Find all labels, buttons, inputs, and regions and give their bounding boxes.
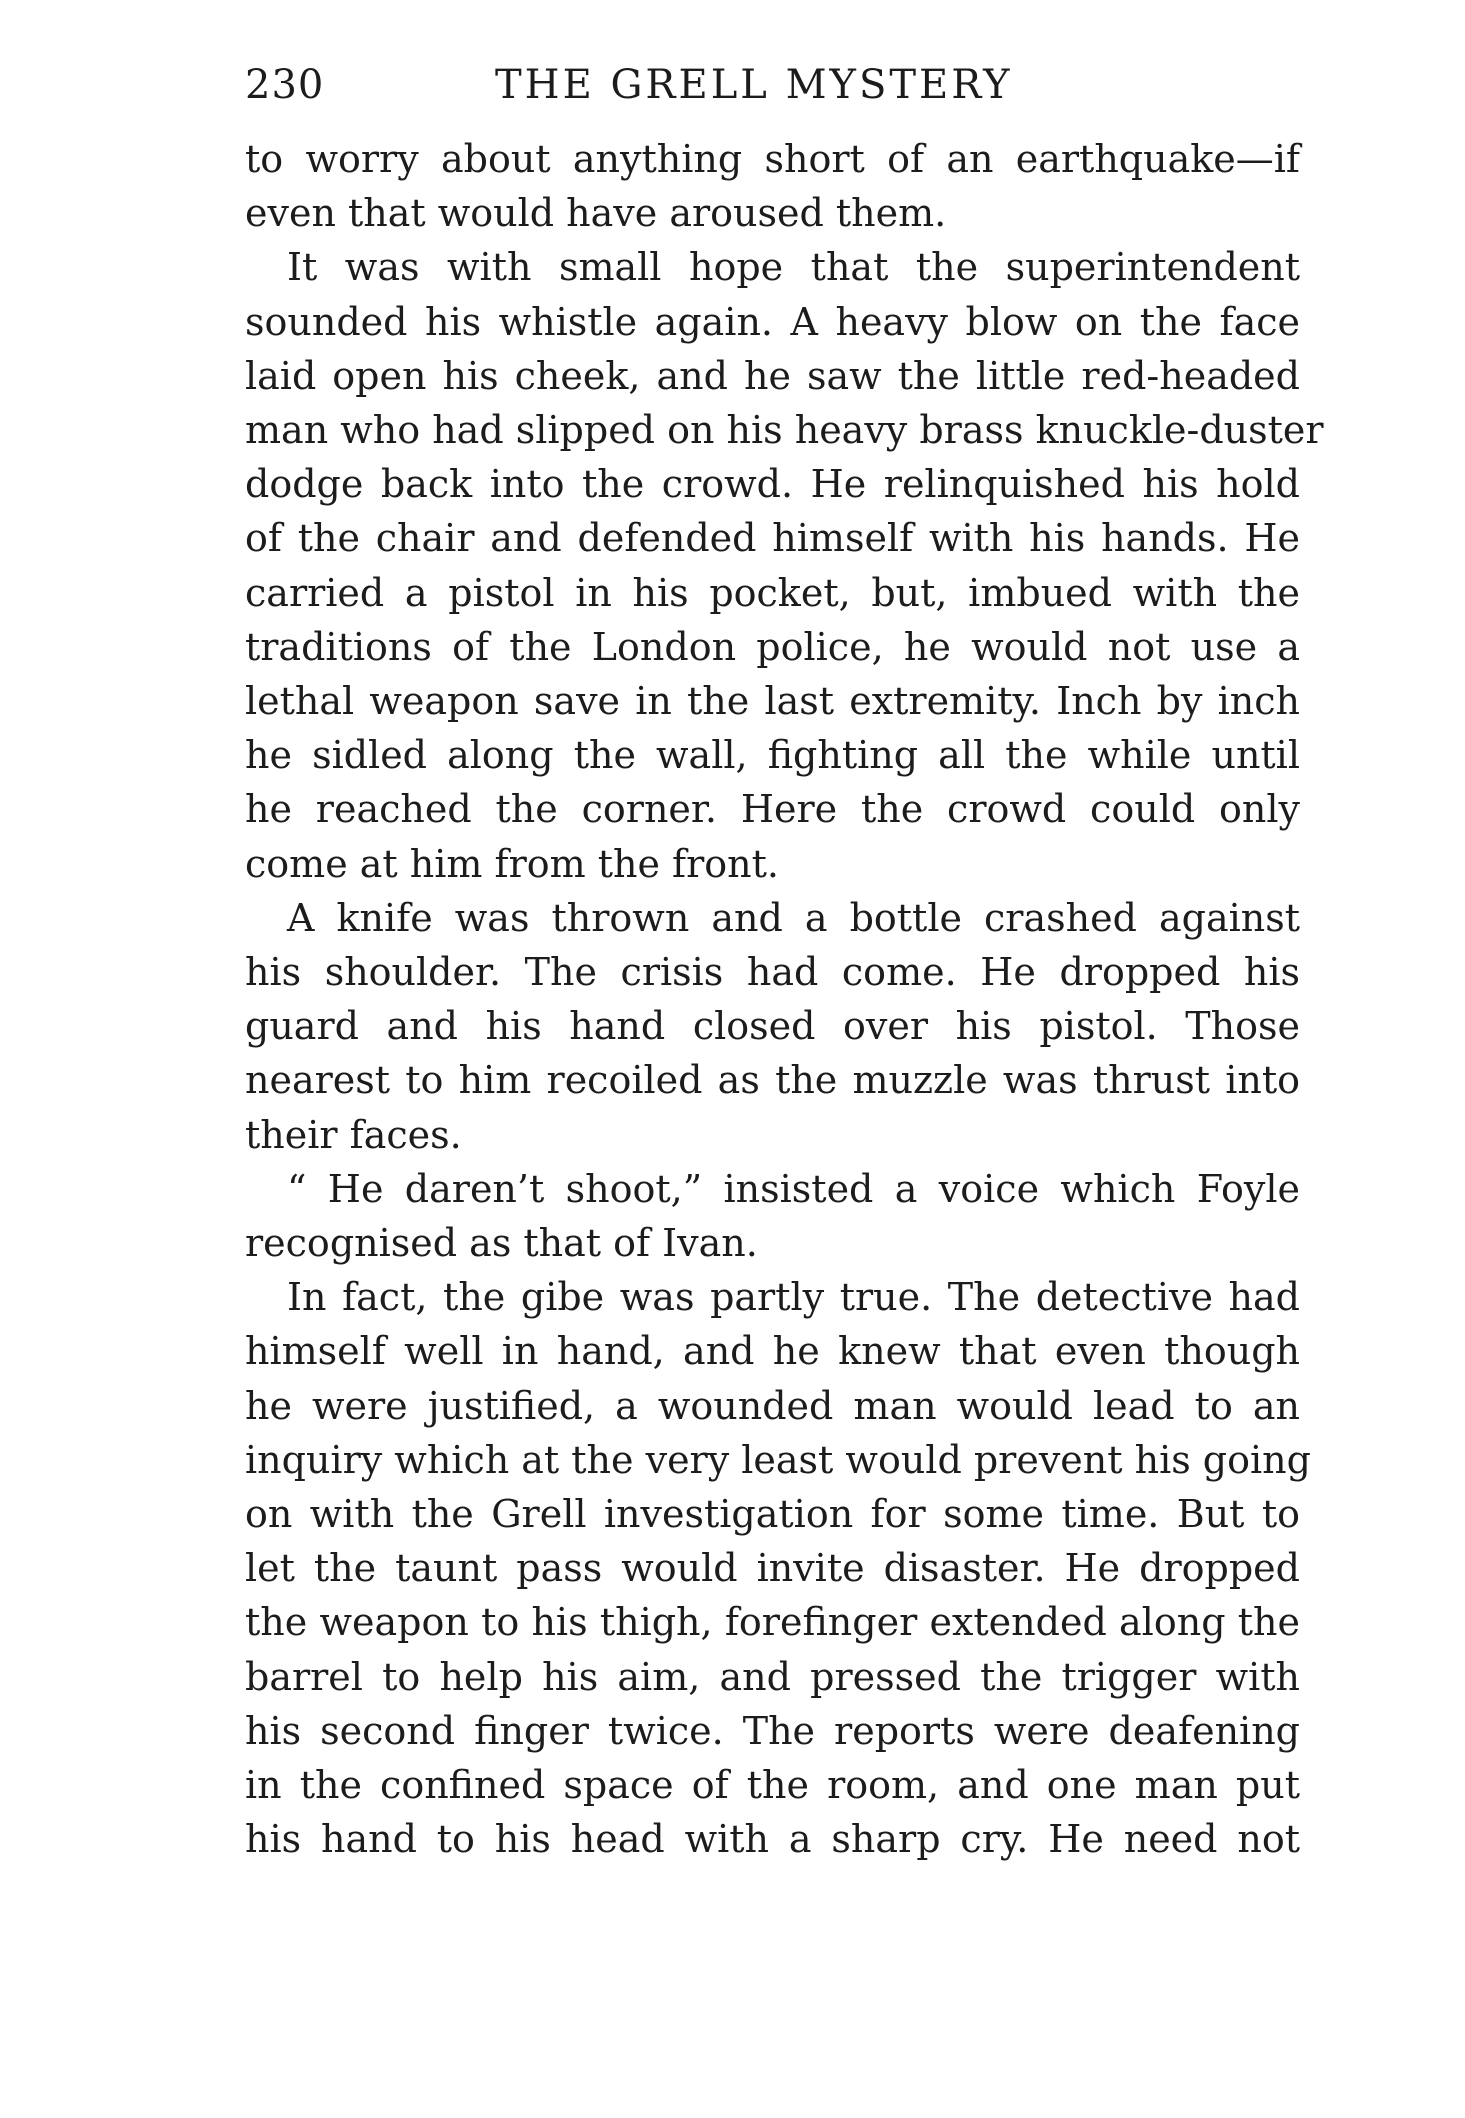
- text-line: of the chair and defended himself with his hands. He: [245, 516, 1300, 561]
- text-line: his second finger twice. The reports were deafening: [245, 1708, 1300, 1753]
- page-number: 230: [245, 62, 325, 108]
- text-line: In fact, the gibe was partly true. The detective had: [287, 1275, 1300, 1320]
- text-line: recognised as that of Ivan.: [245, 1221, 758, 1266]
- text-line: he were justified, a wounded man would lead to an: [245, 1383, 1300, 1428]
- text-line: he reached the corner. Here the crowd could only: [245, 787, 1300, 832]
- text-line: inquiry which at the very least would prevent his going: [245, 1437, 1311, 1482]
- text-line: on with the Grell investigation for some time. But to: [245, 1492, 1300, 1537]
- running-title: THE GRELL MYSTERY: [495, 62, 1013, 108]
- text-line: barrel to help his aim, and pressed the trigger with: [245, 1654, 1300, 1699]
- text-line: sounded his whistle again. A heavy blow on the face: [245, 299, 1300, 344]
- text-line: he sidled along the wall, fighting all the while until: [245, 733, 1300, 778]
- text-line: guard and his hand closed over his pistol. Those: [245, 1004, 1300, 1049]
- text-line: come at him from the front.: [245, 841, 779, 886]
- page-header: [245, 62, 1300, 132]
- text-line: the weapon to his thigh, forefinger extended along the: [245, 1600, 1300, 1645]
- text-line: even that would have aroused them.: [245, 191, 947, 236]
- text-line: let the taunt pass would invite disaster. He dropped: [245, 1546, 1300, 1591]
- book-page: [245, 62, 1324, 1867]
- text-line: carried a pistol in his pocket, but, imbued with the: [245, 570, 1300, 615]
- text-line: nearest to him recoiled as the muzzle was thrust into: [245, 1058, 1300, 1103]
- text-line: his hand to his head with a sharp cry. He need not: [245, 1817, 1300, 1862]
- text-line: It was with small hope that the superintendent: [287, 245, 1300, 290]
- text-line: man who had slipped on his heavy brass knuckle-duster: [245, 408, 1324, 453]
- text-line: his shoulder. The crisis had come. He dropped his: [245, 950, 1300, 995]
- text-line: to worry about anything short of an earthquake—if: [245, 137, 1300, 181]
- text-line: lethal weapon save in the last extremity. Inch by inch: [245, 679, 1300, 724]
- text-line: laid open his cheek, and he saw the little red-headed: [245, 353, 1300, 398]
- text-line: A knife was thrown and a bottle crashed against: [287, 895, 1300, 940]
- text-line: traditions of the London police, he would not use a: [245, 624, 1300, 669]
- body-text: [245, 132, 1324, 1867]
- text-line: “ He daren’t shoot,” insisted a voice which Foyle: [287, 1166, 1300, 1211]
- text-line: their faces.: [245, 1112, 462, 1157]
- text-line: in the confined space of the room, and one man put: [245, 1763, 1300, 1808]
- text-line: dodge back into the crowd. He relinquished his hold: [245, 462, 1300, 507]
- text-line: himself well in hand, and he knew that even though: [245, 1329, 1300, 1374]
